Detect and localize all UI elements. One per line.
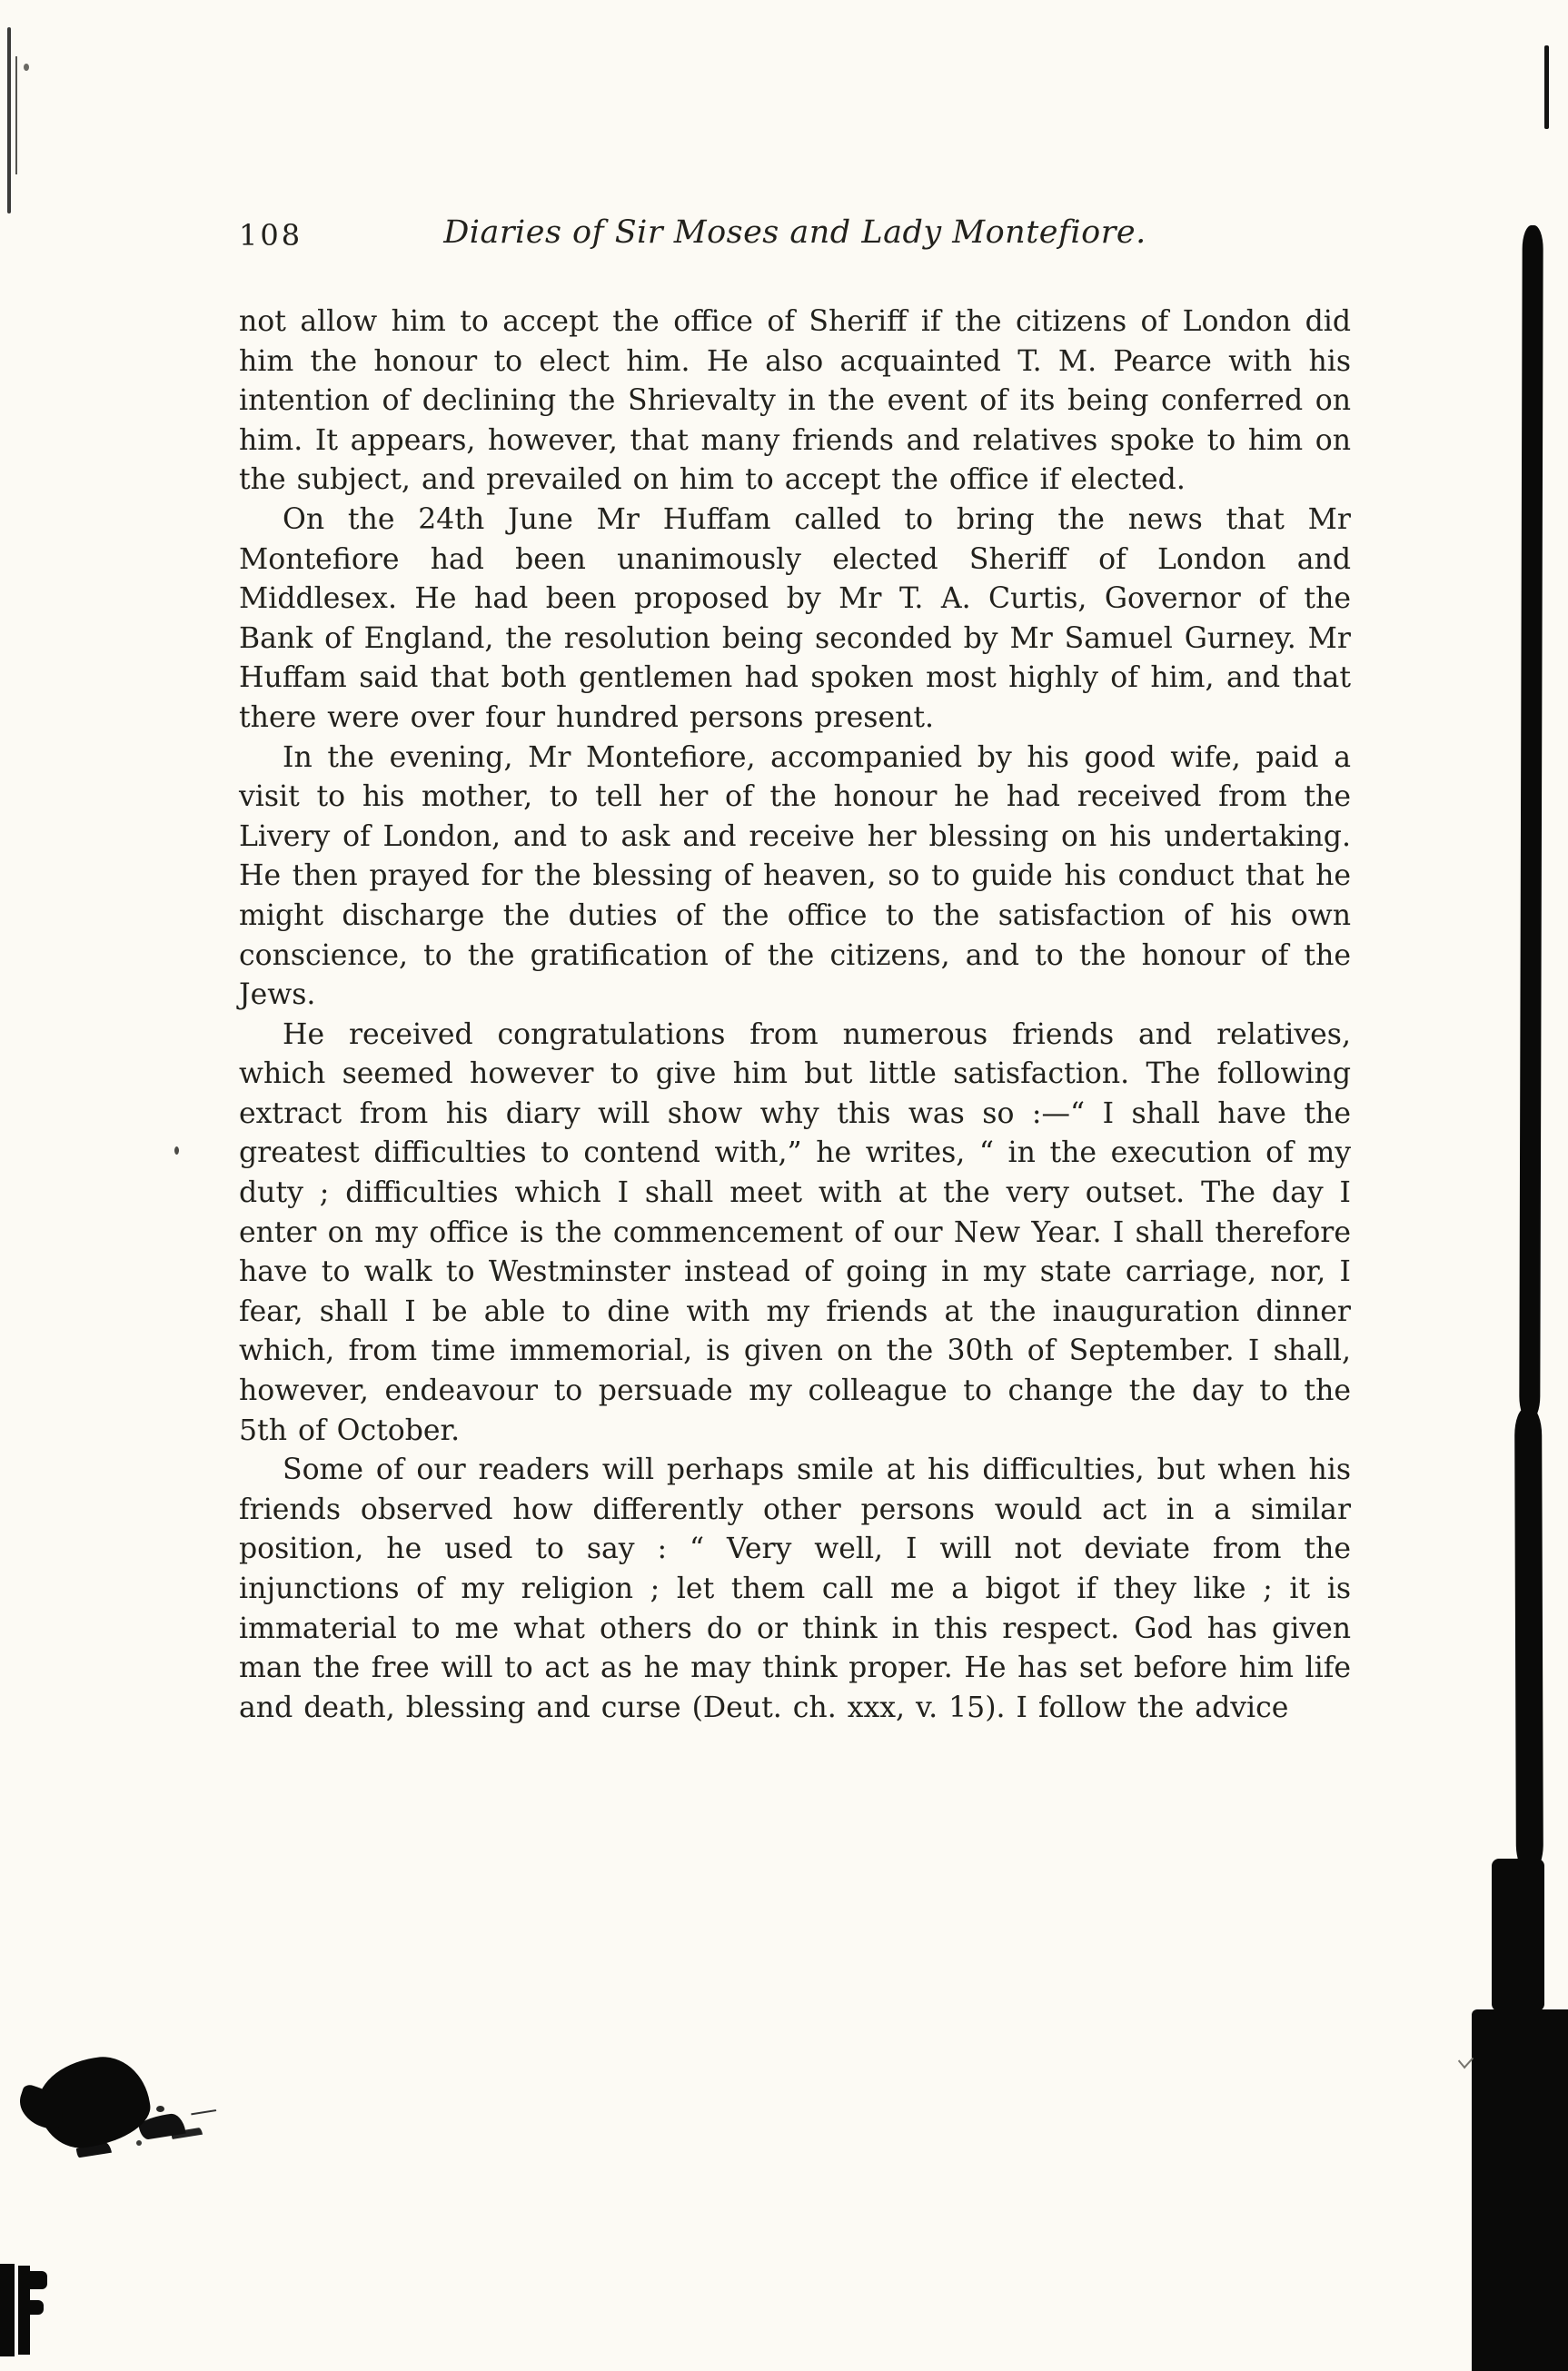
page-body	[239, 303, 1351, 1728]
paragraph: On the 24th June Mr Huffam called to bring the news that Mr Montefiore had been unanimously elected Sheriff of London and Middlesex. He had been proposed by Mr T. A. Curtis, Governor of the Bank of England, the resolution being seconded by Mr Samuel Gurney. Mr Huffam said that both gentlemen had spoken most highly of him, and that there were over four hundred persons present.	[239, 502, 1351, 734]
page-header	[239, 214, 1351, 260]
scan-artifact-corner-stamp	[0, 2264, 55, 2356]
scan-artifact-top-right-line	[1544, 45, 1549, 129]
scan-artifact-right-strip	[1514, 1408, 1543, 1871]
scan-artifact-corner-stub	[27, 2300, 44, 2315]
paragraph: not allow him to accept the office of Sheriff if the citizens of London did him the honour to elect him. He also acquainted T. M. Pearce with his intention of declining the Shrievalty in the event of its being conferred on him. It appears, however, that many friends and relatives spoke to him on the subject, and prevailed on him to accept the office if elected.	[239, 305, 1351, 497]
running-title: Diaries of Sir Moses and Lady Montefiore.	[443, 214, 1146, 251]
page-number: 108	[239, 218, 303, 253]
paragraph: Some of our readers will perhaps smile at his difficulties, but when his friends observed how differently other persons would act in a similar position, he used to say : “ Very well, I will not deviate from the injunctions of my religion ; let them call me a bigot if they like ; it is immaterial to me what others do or think in this respect. God has given man the free will to act as he may think proper. He has set before him life and death, blessing and curse (Deut. ch. xxx, v. 15). I follow the advice	[239, 1453, 1351, 1724]
paragraph: In the evening, Mr Montefiore, accompanied by his good wife, paid a visit to his mother, to tell her of the honour he had received from the Livery of London, and to ask and receive her blessing on his undertaking. He then prayed for the blessing of heaven, so to guide his conduct that he might discharge the duties of the office to the satisfaction of his own conscience, to the gratification of the citizens, and to the honour of the Jews.	[239, 740, 1351, 1012]
scan-artifact-right-block	[1472, 2009, 1568, 2371]
scan-artifact-left-dot	[174, 1146, 179, 1155]
scan-artifact-ink-speck	[136, 2140, 142, 2146]
scan-artifact-right-block	[1492, 1859, 1544, 2011]
scan-artifact-corner-bar	[0, 2264, 15, 2356]
paragraph: He received congratulations from numerous friends and relatives, which seemed however to give him but little satisfaction. The following extract from his diary will show why this was so :—“ I shall have the greatest difficulties to contend with,” he writes, “ in the execution of my duty ; difficulties which I shall meet with at the very outset. The day I enter on my office is the commencement of our New Year. I shall therefore have to walk to Westminster instead of going in my state carriage, nor, I fear, shall I be able to dine with my friends at the inauguration dinner which, from time immemorial, is given on the 30th of September. I shall, however, endeavour to persuade my colleague to change the day to the 5th of October.	[239, 1017, 1351, 1447]
scan-artifact-right-strip	[1519, 225, 1543, 1420]
scan-artifact-top-left-line	[15, 56, 17, 174]
scan-artifact-ink-speck	[156, 2106, 164, 2112]
scan-artifact-top-left-tick	[24, 64, 29, 71]
scan-artifact-corner-stub	[27, 2271, 47, 2289]
scan-artifact-top-left-line	[7, 27, 11, 213]
